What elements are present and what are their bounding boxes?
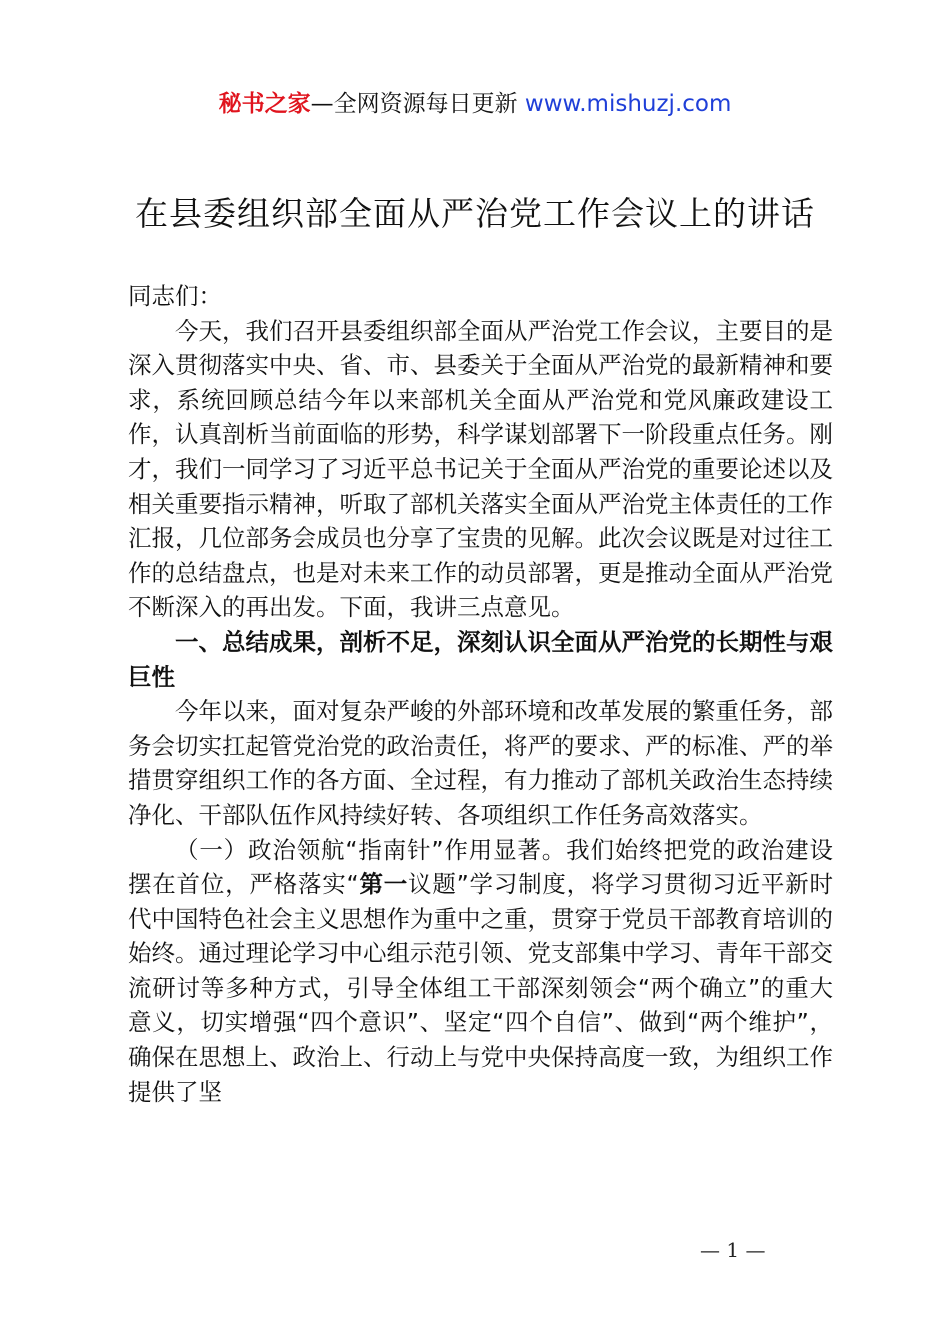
subsection-1-text-b: 议题”学习制度，将学习贯彻习近平新时代中国特色社会主义思想作为重中之重，贯穿于党员干部教育培训的始终。通过理论学习中心组示范引领、党支部集中学习、青年干部交流研讨等多种方式，引导全体组工干部深刻领会“两个确立”的重大意义，切实增强“四个意识”、坚定“四个自信”、做到“两个维护”，确保在思想上、政治上、行动上与党中央保持高度一致，为组织工作提供了坚 xyxy=(128,870,833,1106)
section-1-paragraph: 今年以来，面对复杂严峻的外部环境和改革发展的繁重任务，部务会切实扛起管党治党的政治责任，将严的要求、严的标准、严的举措贯穿组织工作的各方面、全过程，有力推动了部机关政治生态持续净化、干部队伍作风持续好转、各项组织工作任务高效落实。 xyxy=(128,697,833,829)
site-tagline: —全网资源每日更新 xyxy=(310,91,518,117)
document-title: 在县委组织部全面从严治党工作会议上的讲话 xyxy=(135,194,815,233)
site-brand: 秘书之家 xyxy=(218,91,311,117)
site-header xyxy=(0,88,950,120)
subsection-1-paragraph xyxy=(128,833,833,1110)
subsection-1-bold-text: 第一 xyxy=(358,870,409,899)
section-1-heading: 一、总结成果，剖析不足，深刻认识全面从严治党的长期性与艰巨性 xyxy=(128,627,833,691)
site-url-link[interactable]: www.mishuzj.com xyxy=(524,91,732,117)
intro-paragraph: 今天，我们召开县委组织部全面从严治党工作会议，主要目的是深入贯彻落实中央、省、市、县委关于全面从严治党的最新精神和要求，系统回顾总结今年以来部机关全面从严治党和党风廉政建设工作，认真剖析当前面临的形势，科学谋划部署下一阶段重点任务。刚才，我们一同学习了习近平总书记关于全面从严治党的重要论述以及相关重要指示精神，听取了部机关落实全面从严治党主体责任的工作汇报，几位部务会成员也分享了宝贵的见解。此次会议既是对过往工作的总结盘点，也是对未来工作的动员部署，更是推动全面从严治党不断深入的再出发。下面，我讲三点意见。 xyxy=(128,316,833,622)
salutation: 同志们： xyxy=(128,282,222,310)
subsection-1-text-a: （一）政治领航“指南针”作用显著。我们始终把党的政治建设摆在首位，严格落实“ xyxy=(128,835,833,899)
page-number: — 1 — xyxy=(700,1238,766,1262)
document-body xyxy=(128,279,833,1109)
